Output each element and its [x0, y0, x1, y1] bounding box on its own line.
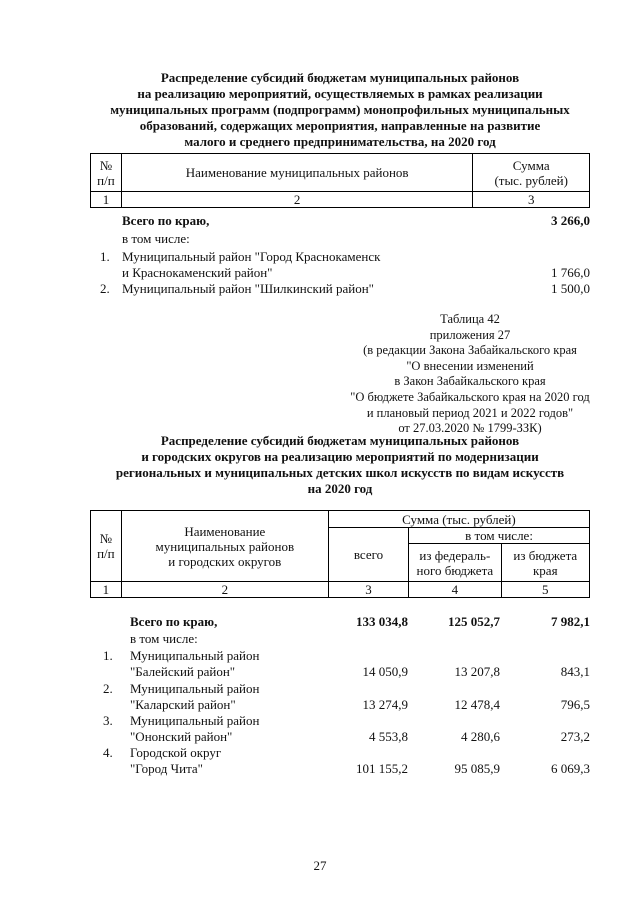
col-index: 4 [409, 582, 501, 598]
header-num-line2: п/п [97, 546, 115, 561]
table41-title-line: муниципальных программ (подпрограмм) монопрофильных муниципальных [110, 102, 570, 117]
header-num-line2: п/п [97, 172, 115, 188]
table42-row-federal: 12 478,4 [454, 697, 500, 712]
note-line: "О внесении изменений [406, 358, 534, 373]
note-line: и плановый период 2021 и 2022 годов" [366, 405, 574, 420]
header-federal [409, 544, 501, 582]
header-num-line1: № [99, 531, 113, 546]
table42-total-label: Всего по краю, [130, 614, 218, 629]
table42-title-line: и городских округов на реализацию мероприятий по модернизации [141, 449, 539, 464]
table41-total-value: 3 266,0 [551, 213, 590, 228]
table42-row-num: 2. [103, 681, 113, 696]
col-index: 1 [91, 192, 122, 208]
header-num [91, 154, 122, 192]
table42-row-name: Муниципальный район [130, 713, 260, 728]
table42-annotation [320, 312, 620, 437]
table42-row-regional: 6 069,3 [551, 761, 590, 776]
col-index: 3 [473, 192, 590, 208]
col-index: 2 [121, 582, 328, 598]
table41-header [90, 153, 590, 208]
table41-row-name: и Краснокаменский район" [122, 265, 273, 280]
table42-row-federal: 4 280,6 [461, 729, 500, 744]
table41-row-name: Муниципальный район "Шилкинский район" [122, 281, 374, 296]
table42-row-regional: 273,2 [560, 729, 590, 744]
table42-including: в том числе: [130, 631, 198, 646]
table41-row-name: Муниципальный район "Город Краснокаменск [122, 249, 381, 264]
table42-row-num: 3. [103, 713, 113, 728]
header-name-line: муниципальных районов [155, 538, 295, 554]
table41-title-line: Распределение субсидий бюджетам муниципальных районов [160, 70, 520, 85]
col-index: 2 [121, 192, 473, 208]
table41-row-num: 2. [100, 281, 110, 296]
note-line: приложения 27 [429, 327, 511, 342]
table42-row-federal: 95 085,9 [454, 761, 500, 776]
header-sum [473, 154, 590, 192]
header-name [121, 511, 328, 582]
col-index: 3 [328, 582, 408, 598]
table42-row-name: "Город Чита" [130, 761, 203, 776]
header-regional-line: края [532, 562, 558, 578]
header-regional-line: из бюджета [513, 547, 578, 563]
header-name-line: и городских округов [168, 553, 282, 569]
note-line: Таблица 42 [440, 312, 500, 326]
table41-title-line: на реализацию мероприятий, осуществляемых в рамках реализации [137, 86, 543, 101]
table42-row-all: 101 155,2 [356, 761, 408, 776]
table41-including: в том числе: [122, 231, 190, 246]
note-line: "О бюджете Забайкальского края на 2020 год [350, 389, 590, 404]
header-federal-line: из федераль- [419, 547, 491, 563]
table42-row-name: Городской округ [130, 745, 222, 760]
table41-total-label: Всего по краю, [122, 213, 210, 228]
table42-row-num: 4. [103, 745, 113, 760]
table42-title-line: региональных и муниципальных детских школ искусств по видам искусств [115, 465, 565, 480]
header-including: в том числе: [409, 528, 590, 544]
table41-title [80, 70, 600, 150]
table41-row-num: 1. [100, 249, 110, 264]
table42-total-regional: 7 982,1 [551, 614, 590, 629]
table41-row-value: 1 766,0 [551, 265, 590, 280]
table42-row-all: 13 274,9 [362, 697, 408, 712]
table41-row-value: 1 500,0 [551, 281, 590, 296]
col-index: 1 [91, 582, 122, 598]
page-number: 27 [313, 858, 327, 873]
table42-row-name: "Балейский район" [130, 664, 236, 679]
table42-row-federal: 13 207,8 [454, 664, 500, 679]
table42-row-name: "Каларский район" [130, 697, 236, 712]
table42-row-regional: 796,5 [560, 697, 590, 712]
note-line: в Закон Забайкальского края [394, 374, 546, 389]
header-name: Наименование муниципальных районов [121, 154, 473, 192]
header-federal-line: ного бюджета [416, 562, 494, 578]
table42-title-line: Распределение субсидий бюджетам муниципальных районов [160, 433, 520, 448]
header-name-line: Наименование [184, 523, 266, 539]
table41-title-line: малого и среднего предпринимательства, на 2020 год [184, 134, 496, 149]
table42-row-all: 14 050,9 [362, 664, 408, 679]
table42-row-all: 4 553,8 [369, 729, 408, 744]
header-sum: Сумма (тыс. рублей) [328, 511, 589, 528]
table42-row-name: Муниципальный район [130, 681, 260, 696]
header-regional [501, 544, 589, 582]
note-line: от 27.03.2020 № 1799-ЗЗК) [398, 421, 542, 436]
table42-row-num: 1. [103, 648, 113, 663]
header-sum-line1: Сумма [512, 157, 550, 173]
header-total: всего [328, 528, 408, 582]
header-num [91, 511, 122, 582]
table42-total-federal: 125 052,7 [448, 614, 500, 629]
table42-row-regional: 843,1 [560, 664, 590, 679]
table41-title-line: образований, содержащих мероприятия, направленные на развитие [139, 118, 541, 133]
table42-title-line: на 2020 год [307, 481, 373, 496]
table42-total-all: 133 034,8 [356, 614, 408, 629]
header-sum-line2: (тыс. рублей) [494, 172, 568, 188]
header-num-line1: № [99, 157, 113, 173]
table42-row-name: Муниципальный район [130, 648, 260, 663]
table42-title [80, 433, 600, 497]
table42-row-name: "Ононский район" [130, 729, 233, 744]
note-line: (в редакции Закона Забайкальского края [363, 343, 577, 358]
table42-header [90, 510, 590, 598]
col-index: 5 [501, 582, 589, 598]
